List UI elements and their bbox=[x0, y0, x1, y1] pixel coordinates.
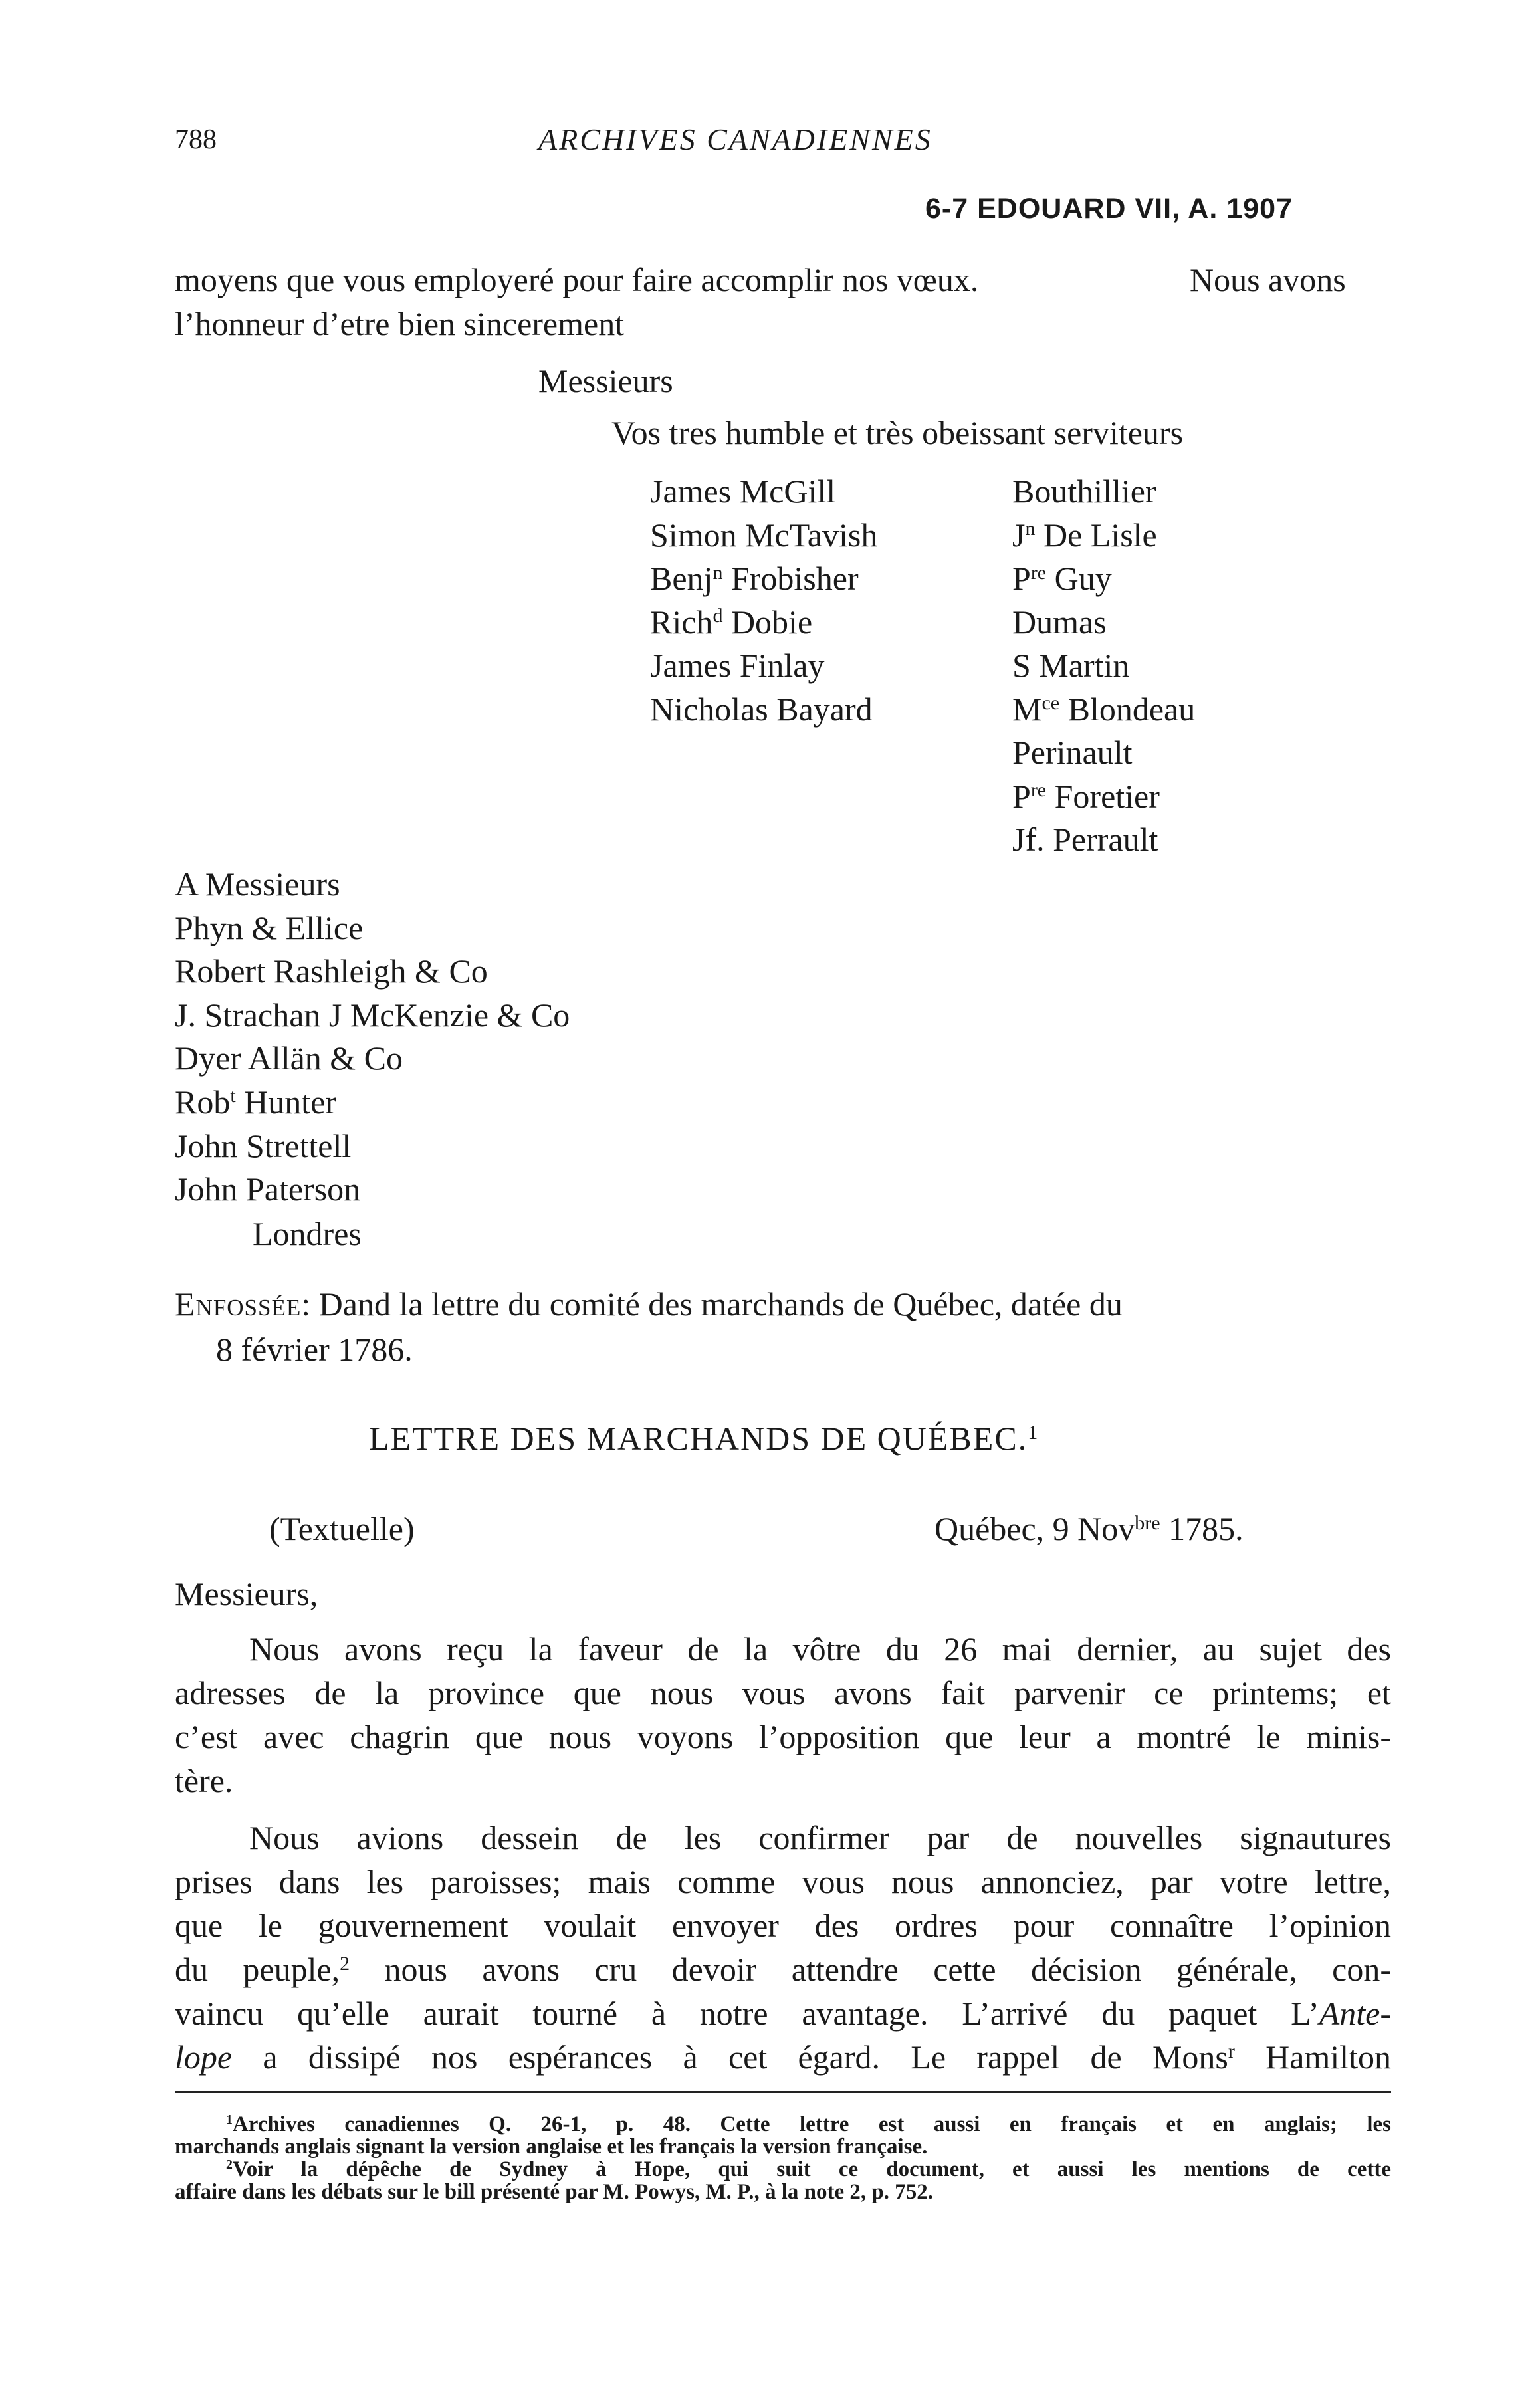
addressee bbox=[175, 1037, 570, 1081]
footnote-2-line-2: affaire dans les débats sur le bill présenté par M. Powys, M. P., à la note 2, p. 752. bbox=[175, 2180, 933, 2204]
closing-line-2: l’honneur d’etre bien sincerement bbox=[175, 305, 625, 342]
addressee-name: Phyn & Ellice bbox=[175, 909, 364, 946]
p2-line-6 bbox=[175, 2038, 1391, 2076]
signatory-rest: Guy bbox=[1046, 560, 1112, 597]
signatory-rest: Foretier bbox=[1046, 777, 1160, 815]
letter-subtitle: (Textuelle) bbox=[269, 1510, 415, 1547]
p2-line-6-italic: lope bbox=[175, 2038, 233, 2076]
running-title: ARCHIVES CANADIENNES bbox=[538, 122, 932, 156]
signatory bbox=[1012, 557, 1195, 601]
addressee-name: J. Strachan J McKenzie & Co bbox=[175, 996, 570, 1034]
signatory-superscript: d bbox=[712, 605, 723, 627]
addressee-name: Robert Rashleigh & Co bbox=[175, 952, 488, 990]
footnote-2-text: Voir la dépêche de Sydney à Hope, qui suit ce document, et aussi les mentions de cette bbox=[232, 2157, 1391, 2181]
p2-line-4 bbox=[175, 1950, 1391, 1989]
signatory-name: Rich bbox=[650, 603, 713, 641]
signatory-superscript: n bbox=[1025, 518, 1036, 540]
footnote-1-mark: 1 bbox=[226, 2112, 233, 2128]
signatory-name: Benj bbox=[650, 560, 713, 597]
addressee bbox=[175, 907, 570, 950]
signatory bbox=[1012, 470, 1195, 514]
signatory-rest: Blondeau bbox=[1059, 690, 1196, 728]
p2-line-6-text: a dissipé nos espérances à cet égard. Le rappel de Mons bbox=[232, 2038, 1228, 2076]
signatory bbox=[1012, 775, 1195, 819]
addressee-name: John Strettell bbox=[175, 1127, 352, 1164]
addressee bbox=[175, 1168, 570, 1212]
signatory bbox=[1012, 731, 1195, 775]
session-header: 6-7 EDOUARD VII, A. 1907 bbox=[925, 193, 1293, 225]
p2-line-5-italic: Ante- bbox=[1319, 1995, 1391, 2032]
p2-line-4b: nous avons cru devoir attendre cette décision générale, con- bbox=[350, 1951, 1391, 1988]
closing-line-1b: Nous avons bbox=[1190, 261, 1346, 298]
endorsement-line-1 bbox=[175, 1282, 1123, 1326]
signatory-name: M bbox=[1012, 690, 1042, 728]
p2-line-1: Nous avions dessein de les confirmer par de nouvelles signautures bbox=[249, 1819, 1391, 1856]
addressee bbox=[175, 994, 570, 1038]
addressee-name: John Paterson bbox=[175, 1170, 361, 1208]
letter-date-sup: bre bbox=[1135, 1511, 1160, 1534]
letter-title-text: LETTRE DES MARCHANDS DE QUÉBEC. bbox=[369, 1420, 1028, 1457]
signatory-name: Jf. Perrault bbox=[1012, 821, 1158, 858]
p2-line-4a: du peuple, bbox=[175, 1951, 340, 1988]
addressee bbox=[175, 1081, 570, 1125]
p2-line-5-text: vaincu qu’elle aurait tourné à notre avantage. L’arrivé du paquet L’ bbox=[175, 1995, 1319, 2032]
p2-footnote-ref: 2 bbox=[340, 1952, 350, 1975]
signatory-name: P bbox=[1012, 777, 1031, 815]
signatory bbox=[650, 470, 877, 514]
addressee-rest: Hunter bbox=[235, 1083, 337, 1121]
footnote-1-line-2: marchands anglais signant la version anglaise et les français la version française. bbox=[175, 2135, 928, 2159]
signatory bbox=[650, 514, 877, 558]
signatory-name: James Finlay bbox=[650, 647, 825, 684]
signatory-name: Simon McTavish bbox=[650, 516, 878, 554]
letter-salutation: Messieurs, bbox=[175, 1575, 318, 1612]
signatory-name: P bbox=[1012, 560, 1031, 597]
addressee-superscript: t bbox=[230, 1085, 236, 1107]
signatory-name: S Martin bbox=[1012, 647, 1130, 684]
signatories-right bbox=[1012, 470, 1195, 862]
signatory bbox=[1012, 644, 1195, 688]
signatory bbox=[1012, 688, 1195, 732]
signatory-superscript: n bbox=[712, 561, 723, 584]
signatory-name: Dumas bbox=[1012, 603, 1107, 641]
signatory-rest: Frobisher bbox=[722, 560, 859, 597]
p1-line-1: Nous avons reçu la faveur de la vôtre du 26 mai dernier, au sujet des bbox=[249, 1630, 1391, 1668]
letter-title bbox=[369, 1419, 1039, 1458]
p1-line-3: c’est avec chagrin que nous voyons l’opposition que leur a montré le minis- bbox=[175, 1718, 1391, 1755]
endorsement-text: : Dand la lettre du comité des marchands de Québec, datée du bbox=[301, 1285, 1123, 1323]
letter-title-note: 1 bbox=[1028, 1421, 1040, 1444]
signatory bbox=[1012, 601, 1195, 645]
letter-date-a: Québec, 9 Nov bbox=[934, 1510, 1135, 1547]
signatory-name: Bouthillier bbox=[1012, 473, 1156, 510]
p1-line-4: tère. bbox=[175, 1762, 233, 1799]
addressee-name: Dyer Allän & Co bbox=[175, 1040, 403, 1077]
signatory-rest: De Lisle bbox=[1035, 516, 1157, 554]
addressee-city: Londres bbox=[253, 1215, 362, 1252]
p2-line-3: que le gouvernement voulait envoyer des ordres pour connaître l’opinion bbox=[175, 1907, 1391, 1944]
signatory-superscript: ce bbox=[1041, 692, 1060, 714]
p2-line-5 bbox=[175, 1994, 1391, 2032]
closing-servants: Vos tres humble et très obeissant serviteurs bbox=[611, 414, 1184, 451]
signatories-left bbox=[650, 470, 877, 731]
signatory bbox=[650, 688, 877, 732]
signatory bbox=[1012, 818, 1195, 862]
addressee bbox=[175, 863, 570, 907]
p2-line-2: prises dans les paroisses; mais comme vous nous annonciez, par votre lettre, bbox=[175, 1863, 1391, 1900]
signatory bbox=[650, 601, 877, 645]
footnote-1-line-1 bbox=[226, 2112, 1391, 2137]
p2-line-6-end: Hamilton bbox=[1234, 2038, 1391, 2076]
signatory-superscript: re bbox=[1030, 561, 1047, 584]
signatory-name: Nicholas Bayard bbox=[650, 690, 873, 728]
footnote-1-text: Archives canadiennes Q. 26-1, p. 48. Cette lettre est aussi en français et en anglais; les bbox=[232, 2112, 1391, 2136]
addressee bbox=[175, 1125, 570, 1168]
signatory bbox=[650, 557, 877, 601]
closing-line-1a: moyens que vous employeré pour faire accomplir nos vœux. bbox=[175, 261, 979, 298]
endorsement-label: Enfossée bbox=[175, 1285, 302, 1323]
addressee bbox=[175, 950, 570, 994]
footnote-2-mark: 2 bbox=[226, 2157, 233, 2173]
letter-date-b: 1785. bbox=[1160, 1510, 1244, 1547]
addressee-name: Rob bbox=[175, 1083, 231, 1121]
closing-salutation: Messieurs bbox=[538, 362, 673, 399]
endorsement-line-2: 8 février 1786. bbox=[216, 1331, 413, 1368]
signatory-superscript: re bbox=[1030, 779, 1047, 801]
footnote-2-line-1 bbox=[226, 2157, 1391, 2182]
signatory bbox=[1012, 514, 1195, 558]
p2-line-6-sup: r bbox=[1228, 2040, 1235, 2062]
signatory-name: James McGill bbox=[650, 473, 836, 510]
signatory bbox=[650, 644, 877, 688]
signatory-name: J bbox=[1012, 516, 1026, 554]
footnote-rule bbox=[175, 2091, 1391, 2093]
p1-line-2: adresses de la province que nous vous avons fait parvenir ce printems; et bbox=[175, 1674, 1391, 1711]
addressee-list bbox=[175, 863, 570, 1212]
page-number: 788 bbox=[175, 124, 217, 155]
signatory-rest: Dobie bbox=[722, 603, 813, 641]
addressee-name: A Messieurs bbox=[175, 865, 340, 903]
signatory-name: Perinault bbox=[1012, 734, 1133, 771]
letter-date bbox=[934, 1507, 1244, 1551]
